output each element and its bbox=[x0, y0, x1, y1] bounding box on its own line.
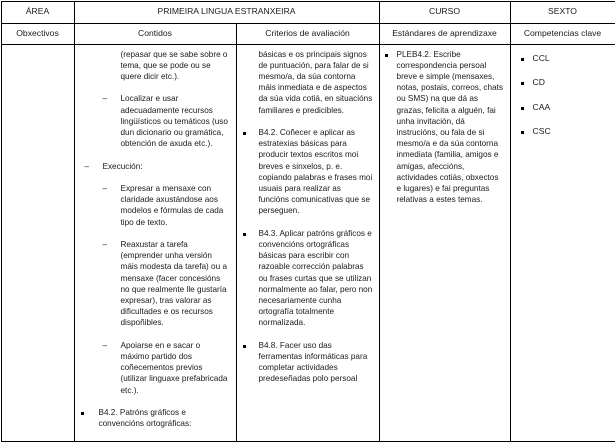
content-row bbox=[1, 44, 615, 441]
dash-marker: – bbox=[103, 340, 108, 351]
contents-continuation: (repasar que se sabe sobre o tema, que se pode ou se quere dicir etc.). bbox=[97, 49, 230, 83]
square-bullet-icon bbox=[243, 127, 246, 138]
competences-cell bbox=[510, 44, 615, 441]
competence-item bbox=[521, 126, 615, 137]
col-contents: Contidos bbox=[74, 23, 236, 44]
contents-item-b42 bbox=[81, 407, 230, 429]
contents-item-express bbox=[103, 183, 230, 228]
square-bullet-icon bbox=[385, 49, 388, 60]
competence-item bbox=[521, 53, 615, 64]
contents-item-text: Reaxustar a tarefa (emprender unha versión máis modesta da tarefa) ou a mensaxe (facer concesións no que realmente lle gustaría expresar), tras valorar as dificultades e os recursos dispoñibles. bbox=[121, 240, 228, 327]
course-label: CURSO bbox=[379, 1, 510, 23]
square-bullet-icon bbox=[243, 228, 246, 239]
contents-item-text: Apoiarse en e sacar o máximo partido dos coñecementos previos (utilizar linguaxe prefabricada etc.). bbox=[121, 341, 228, 395]
course-value: SEXTO bbox=[510, 1, 615, 23]
contents-item-text: Localizar e usar adecuadamente recursos lingüísticos ou temáticos (uso dun dicionario ou gramática, obtención de axuda etc.). bbox=[121, 94, 228, 148]
criteria-continuation: básicas e os principais signos de puntuación, para falar de si mesmo/a, da súa contorna máis inmediata e de aspectos da súa vida cotiá, en situacións familiares e predicibles. bbox=[241, 49, 373, 116]
criteria-item-text: B4.2. Coñecer e aplicar as estratexias básicas para producir textos escritos moi breves e sinxelos, p. e. copiando palabras e frases moi usuais para realizar as funcións comunicativas que se perseguen. bbox=[259, 128, 373, 215]
competence-label: CSC bbox=[533, 126, 551, 136]
col-objectives: Obxectivos bbox=[1, 23, 74, 44]
competence-label: CAA bbox=[533, 102, 551, 112]
standards-item-pleb42 bbox=[383, 49, 505, 206]
contents-item-text: Expresar a mensaxe con claridade axustándose aos modelos e fórmulas de cada tipo de texto. bbox=[121, 184, 224, 227]
col-standards: Estándares de aprendizaxe bbox=[379, 23, 510, 44]
area-label: ÁREA bbox=[1, 1, 74, 23]
contents-item-support bbox=[103, 340, 230, 396]
execution-heading bbox=[85, 161, 230, 172]
column-header-row bbox=[1, 23, 615, 44]
curriculum-table bbox=[1, 1, 615, 442]
header-row bbox=[1, 1, 615, 23]
square-bullet-icon bbox=[243, 340, 246, 351]
criteria-item-text: B4.3. Aplicar patróns gráficos e convencións ortográficas básicas para escribir con razoable corrección palabras ou frases curtas que se utilizan normalmente ao falar, pero non necesariamente cunha ortografía totalmente normalizada. bbox=[259, 229, 373, 328]
area-value: PRIMEIRA LINGUA ESTRANXEIRA bbox=[74, 1, 379, 23]
square-bullet-icon bbox=[521, 53, 524, 64]
square-bullet-icon bbox=[81, 407, 84, 418]
criteria-item-text: B4.8. Facer uso das ferramentas informáticas para completar actividades predeseñadas polo persoal bbox=[259, 341, 368, 384]
objectives-cell bbox=[1, 44, 74, 441]
criteria-item-b48 bbox=[241, 340, 373, 385]
square-bullet-icon bbox=[521, 102, 524, 113]
square-bullet-icon bbox=[521, 77, 524, 88]
contents-item-text: B4.2. Patróns gráficos e convencións ortográficas: bbox=[99, 408, 192, 428]
col-competences: Competencias clave bbox=[510, 23, 615, 44]
contents-item-resources bbox=[103, 93, 230, 149]
competence-label: CD bbox=[533, 77, 545, 87]
standards-item-text: PLEB4.2. Escribe correspondencia persoal breve e simple (mensaxes, notas, postais, correos, chats ou SMS) na que dá as grazas, felicita a alguén, fai unha invitación, dá instrucións, ou fala de si mesmo/a e da súa contorna inmediata (familia, amigos e amigas, afeccións, actividades cotiás, obxectos e lugares) e fai preguntas relativas a estes temas. bbox=[397, 50, 504, 205]
contents-cell bbox=[74, 44, 236, 441]
execution-heading-text: Execución: bbox=[103, 162, 143, 171]
square-bullet-icon bbox=[521, 126, 524, 137]
competence-item bbox=[521, 102, 615, 113]
criteria-item-b42 bbox=[241, 127, 373, 217]
criteria-item-b43 bbox=[241, 228, 373, 329]
col-criteria: Criterios de avaliación bbox=[236, 23, 379, 44]
dash-marker: – bbox=[85, 161, 90, 172]
contents-item-readjust bbox=[103, 239, 230, 329]
dash-marker: – bbox=[103, 183, 108, 194]
standards-cell bbox=[379, 44, 510, 441]
competence-label: CCL bbox=[533, 53, 550, 63]
dash-marker: – bbox=[103, 93, 108, 104]
competence-item bbox=[521, 77, 615, 88]
dash-marker: – bbox=[103, 239, 108, 250]
criteria-cell bbox=[236, 44, 379, 441]
